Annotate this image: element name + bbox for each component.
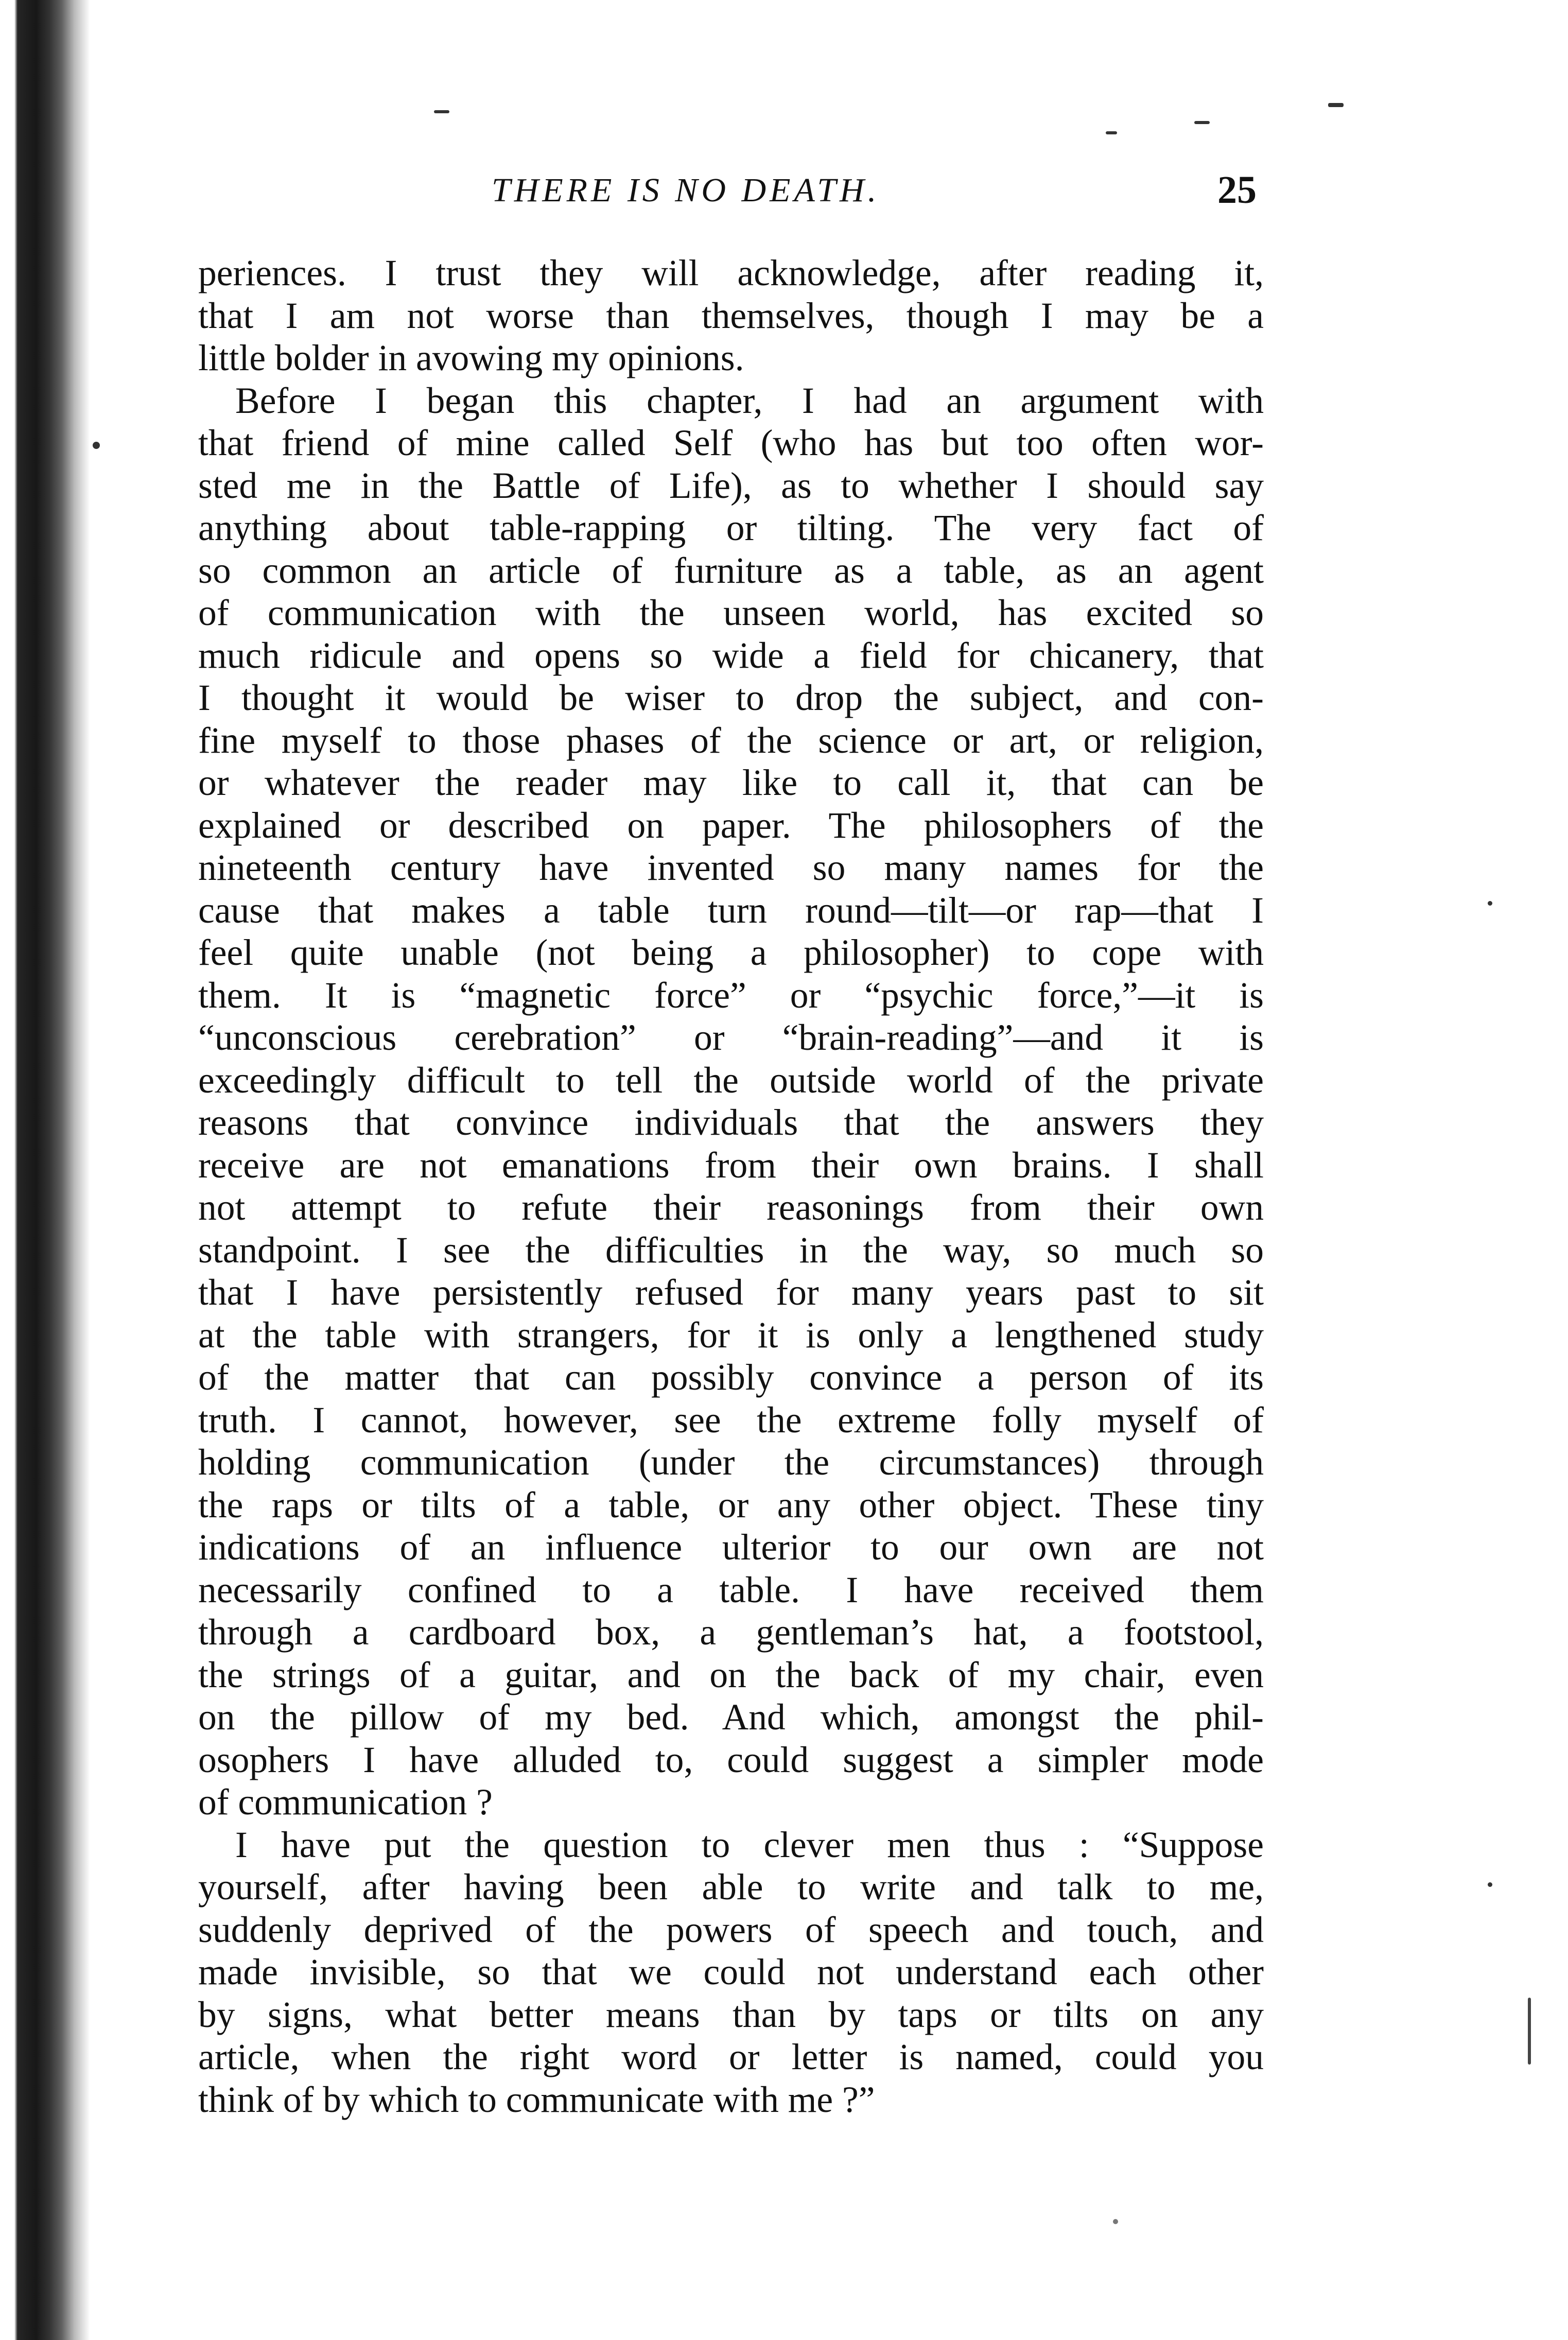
text-line: standpoint. I see the difficulties in the way, so much so (198, 1229, 1264, 1271)
scan-speck (1528, 1998, 1531, 2065)
text-line: the strings of a guitar, and on the back of my chair, even (198, 1654, 1264, 1695)
text-line: the raps or tilts of a table, or any other object. These tiny (198, 1484, 1264, 1526)
text-line: that friend of mine called Self (who has but too often wor- (198, 423, 1264, 463)
body-text (198, 252, 1264, 2121)
text-line: explained or described on paper. The philosophers of the (198, 805, 1264, 846)
text-line: nineteenth century have invented so many names for the (198, 847, 1264, 888)
text-line: sted me in the Battle of Life), as to whether I should say (198, 465, 1264, 506)
text-line: think of by which to communicate with me ?” (198, 2079, 875, 2120)
text-line: feel quite unable (not being a philosopher) to cope with (198, 932, 1264, 973)
text-line: much ridicule and opens so wide a field for chicanery, that (198, 635, 1264, 676)
text-line: that I have persistently refused for many years past to sit (198, 1272, 1264, 1313)
text-line: exceedingly difficult to tell the outside world of the private (198, 1060, 1264, 1101)
page-binding-edge (0, 0, 90, 2340)
paragraph (198, 252, 1264, 380)
text-line: holding communication (under the circumstances) through (198, 1442, 1264, 1483)
text-line: made invisible, so that we could not understand each other (198, 1952, 1264, 1992)
text-line: so common an article of furniture as a table, as an agent (198, 550, 1264, 591)
text-line: of the matter that can possibly convince a person of its (198, 1357, 1264, 1398)
scan-speck (93, 442, 100, 449)
text-line: truth. I cannot, however, see the extreme folly myself of (198, 1399, 1264, 1441)
text-line: that I am not worse than themselves, though I may be a (198, 295, 1264, 336)
text-line: or whatever the reader may like to call it, that can be (198, 762, 1264, 803)
paragraph (198, 1824, 1264, 2122)
text-line: cause that makes a table turn round—tilt—or rap—that I (198, 890, 1264, 931)
scan-speck (1488, 901, 1492, 906)
text-line: suddenly deprived of the powers of speech and touch, and (198, 1909, 1264, 1950)
text-line: at the table with strangers, for it is only a lengthened study (198, 1314, 1264, 1356)
scan-speck (434, 110, 449, 113)
scan-speck (1328, 103, 1344, 107)
paragraph (198, 380, 1264, 1824)
text-line: on the pillow of my bed. And which, amongst the phil- (198, 1697, 1264, 1738)
text-line: not attempt to refute their reasonings from their own (198, 1187, 1264, 1228)
text-line: little bolder in avowing my opinions. (198, 338, 744, 378)
text-line: receive are not emanations from their own brains. I shall (198, 1145, 1264, 1186)
text-line: of communication ? (198, 1782, 493, 1823)
text-line: reasons that convince individuals that the answers they (198, 1102, 1264, 1143)
scan-speck (1488, 1882, 1492, 1887)
text-line: them. It is “magnetic force” or “psychic force,”—it is (198, 975, 1264, 1016)
text-line: indications of an influence ulterior to our own are not (198, 1527, 1264, 1568)
text-line: “unconscious cerebration” or “brain-reading”—and it is (198, 1017, 1264, 1058)
text-line: periences. I trust they will acknowledge, after reading it, (198, 253, 1264, 293)
text-line: necessarily confined to a table. I have received them (198, 1569, 1264, 1610)
text-line: article, when the right word or letter is named, could you (198, 2037, 1264, 2077)
text-line: I thought it would be wiser to drop the subject, and con- (198, 678, 1264, 718)
scan-speck (1106, 131, 1117, 134)
text-line: of communication with the unseen world, has excited so (198, 593, 1264, 633)
text-line: fine myself to those phases of the science or art, or religion, (198, 720, 1264, 761)
text-line: anything about table-rapping or tilting. The very fact of (198, 508, 1264, 548)
text-line: I have put the question to clever men thus : “Suppose (235, 1824, 1264, 1865)
text-line: through a cardboard box, a gentleman’s hat, a footstool, (198, 1612, 1264, 1653)
text-line: by signs, what better means than by taps or tilts on any (198, 1994, 1264, 2035)
scan-speck (1113, 2219, 1118, 2224)
text-line: osophers I have alluded to, could suggest a simpler mode (198, 1739, 1264, 1780)
text-line: yourself, after having been able to write and talk to me, (198, 1867, 1264, 1908)
running-head: THERE IS NO DEATH. (492, 171, 880, 209)
page-number: 25 (1217, 168, 1257, 212)
text-line: Before I began this chapter, I had an argument with (235, 380, 1264, 421)
scan-speck (1194, 121, 1210, 124)
